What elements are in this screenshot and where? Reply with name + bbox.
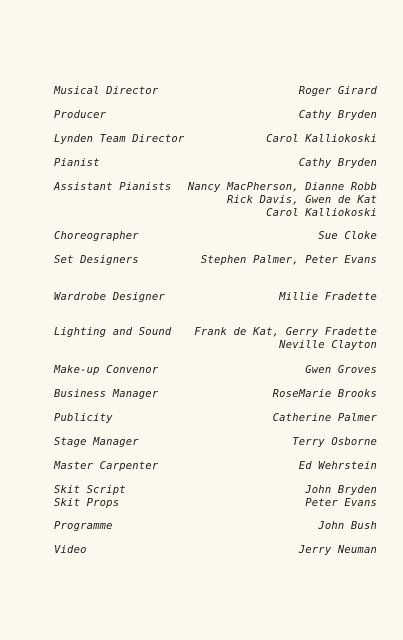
credit-names	[201, 254, 377, 267]
name-line: Millie Fradette	[279, 291, 377, 303]
role-label: Programme	[54, 520, 113, 532]
role-label: Publicity	[54, 412, 113, 424]
credit-names	[299, 109, 377, 122]
name-line: Neville Clayton	[279, 339, 377, 351]
role-label: Lynden Team Director	[54, 133, 185, 145]
credit-role	[54, 109, 106, 122]
role-label: Master Carpenter	[54, 460, 159, 472]
name-line: Carol Kalliokoski	[266, 207, 377, 219]
role-label: Skit Script	[54, 484, 126, 496]
name-line: Cathy Bryden	[298, 157, 377, 169]
role-label: Choreographer	[54, 230, 139, 242]
credit-names	[299, 460, 377, 473]
credit-names	[299, 157, 377, 170]
credit-names	[266, 133, 377, 146]
credit-names	[292, 436, 377, 449]
role-label: Musical Director	[54, 85, 159, 97]
role-label: Assistant Pianists	[54, 181, 172, 193]
name-line: Stephen Palmer, Peter Evans	[200, 254, 377, 266]
name-line: Ed Wehrstein	[298, 460, 377, 472]
credit-names	[188, 181, 377, 220]
credit-names	[305, 484, 377, 510]
name-line: Gwen Groves	[305, 364, 377, 376]
credit-role	[54, 181, 171, 194]
credit-role	[54, 388, 158, 401]
name-line: Jerry Neuman	[298, 544, 377, 556]
credit-names	[273, 412, 377, 425]
credit-names	[318, 230, 377, 243]
credit-names	[194, 326, 377, 352]
credit-role	[54, 412, 113, 425]
name-line: RoseMarie Brooks	[272, 388, 377, 400]
role-label: Skit Props	[54, 497, 120, 509]
credit-role	[54, 157, 100, 170]
credit-role	[54, 544, 87, 557]
credit-role	[54, 436, 139, 449]
credit-role	[54, 484, 126, 510]
role-label: Lighting and Sound	[54, 326, 172, 338]
name-line: John Bush	[318, 520, 377, 532]
name-line: Cathy Bryden	[298, 109, 377, 121]
credit-names	[299, 85, 377, 98]
credit-role	[54, 133, 184, 146]
role-label: Set Designers	[54, 254, 139, 266]
credit-role	[54, 254, 139, 267]
role-label: Business Manager	[54, 388, 159, 400]
name-line: Roger Girard	[298, 85, 377, 97]
credit-names	[273, 388, 377, 401]
name-line: Terry Osborne	[292, 436, 377, 448]
name-line: Nancy MacPherson, Dianne Robb	[187, 181, 377, 193]
role-label: Stage Manager	[54, 436, 139, 448]
role-label: Make-up Convenor	[54, 364, 159, 376]
name-line: Sue Cloke	[318, 230, 377, 242]
credit-names	[279, 291, 377, 304]
credit-role	[54, 230, 139, 243]
credit-role	[54, 291, 165, 304]
credit-role	[54, 364, 158, 377]
credit-names	[299, 544, 377, 557]
name-line: Frank de Kat, Gerry Fradette	[194, 326, 377, 338]
name-line: Peter Evans	[305, 497, 377, 509]
name-line: Rick Davis, Gwen de Kat	[227, 194, 377, 206]
name-line: Catherine Palmer	[272, 412, 377, 424]
credit-role	[54, 85, 158, 98]
role-label: Producer	[54, 109, 107, 121]
credit-role	[54, 460, 158, 473]
name-line: John Bryden	[305, 484, 377, 496]
role-label: Pianist	[54, 157, 100, 169]
role-label: Wardrobe Designer	[54, 291, 165, 303]
credit-role	[54, 520, 113, 533]
credit-names	[318, 520, 377, 533]
role-label: Video	[54, 544, 87, 556]
credit-role	[54, 326, 171, 339]
credit-names	[305, 364, 377, 377]
name-line: Carol Kalliokoski	[266, 133, 377, 145]
